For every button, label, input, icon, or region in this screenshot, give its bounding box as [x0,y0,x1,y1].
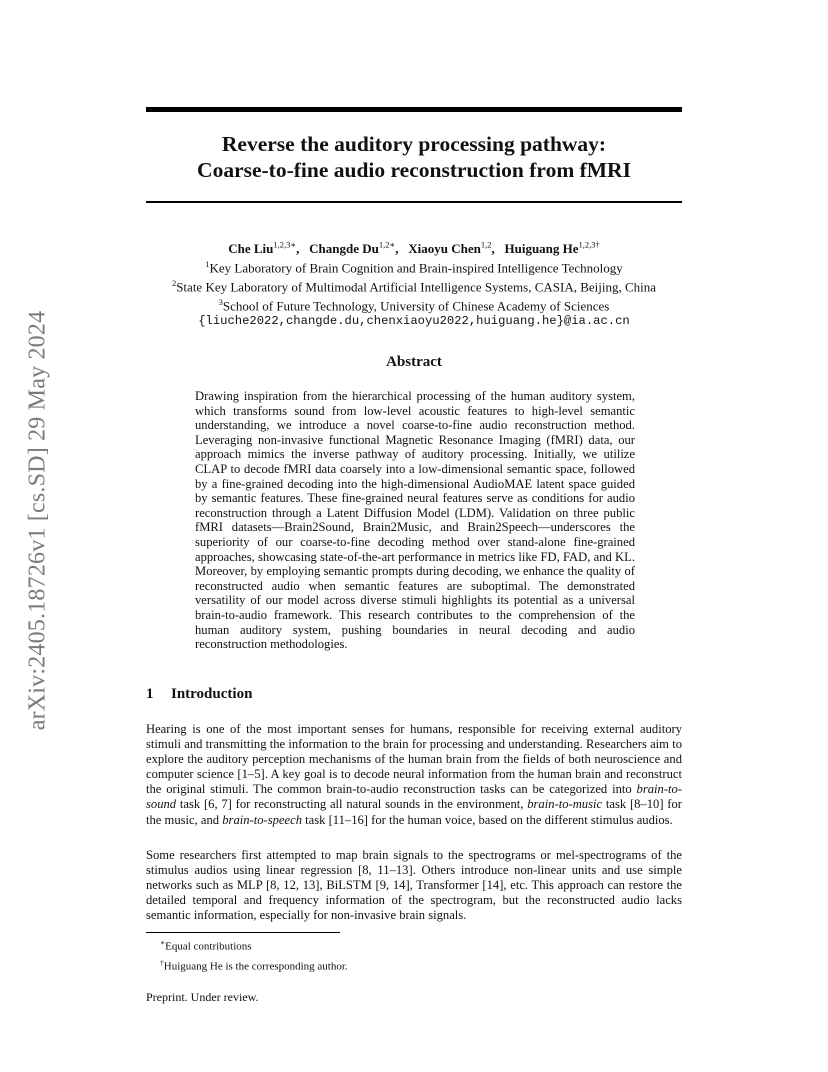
intro-paragraph-2: Some researchers first attempted to map brain signals to the spectrograms or mel-spectrograms of the stimulus audios using linear regression [8, 11–13]. Others introduce non-linear units and use simple networks such as MLP [8, 12, 13], BiLSTM [9, 14], Transformer [14], etc. This approach can restore the detailed temporal and frequency information of the spectrogram, but the reconstructed audio lacks semantic information, especially for non-invasive brain signals. [146,848,682,923]
author-block [146,238,682,330]
section-heading [146,686,252,703]
section-title: Introduction [171,686,253,702]
emphasis-term: brain-to-music [527,797,603,812]
author-emails: {liuche2022,changde.du,chenxiaoyu2022,huiguang.he}@ia.ac.cn [198,314,630,329]
abstract-heading: Abstract [386,354,442,370]
arxiv-identifier: arXiv:2405.18726v1 [cs.SD] 29 May 2024 [24,310,51,730]
author: Changde $Du^{1,2∗}$, [309,240,406,257]
section-number: 1 [146,686,154,702]
preprint-note: Preprint. Under review. [146,990,259,1004]
footnote: ∗Equal contributions [160,938,252,953]
footnote: †Huiguang He is the corresponding author. [160,957,348,973]
title-line-1: Reverse the auditory processing pathway: [221,132,607,156]
title-line-2: Coarse-to-fine audio reconstruction from fMRI [197,158,631,182]
affiliation: $^2$State Key Laboratory of Multimodal Artificial Intelligence Systems, CASIA, Beijing, China [171,278,657,295]
affiliation: $^3$School of Future Technology, University of Chinese Academy of Sciences [218,297,610,314]
author: Che Liu$^{1,2,3∗}$, [228,240,306,257]
author: Huiguang $He^{1,2,3\dagger}$ [504,240,600,257]
abstract-text: Drawing inspiration from the hierarchical processing of the human auditory system, which transforms sound from low-level acoustic features to high-level semantic understanding, we introduce a novel coarse-to-fine audio reconstruction method. Leveraging non-invasive functional Magnetic Resonance Imaging (fMRI) data, our approach mimics the inverse pathway of auditory processing. Initially, we utilize CLAP to decode fMRI data coarsely into a low-dimensional semantic space, followed by a fine-grained decoding into the high-dimensional AudioMAE latent space guided by semantic features. These fine-grained neural features serve as conditions for audio reconstruction through a Latent Diffusion Model (LDM). Validation on three public fMRI datasets—Brain2Sound, Brain2Music, and Brain2Speech—underscores the superiority of our coarse-to-fine decoding method over stand-alone fine-grained approaches, showcasing state-of-the-art performance in metrics like FD, FAD, and KL. Moreover, by employing semantic prompts during decoding, we enhance the quality of reconstructed audio when semantic features are suboptimal. The demonstrated versatility of our model across diverse stimuli highlights its potential as a universal brain-to-audio framework. This research contributes to the comprehension of the human auditory system, pushing boundaries in neural decoding and audio reconstruction methodologies. [195,389,635,652]
title-bottom-rule [146,201,682,203]
affiliation: $^1$Key Laboratory of Brain Cognition and Brain-inspired Intelligence Technology [205,259,623,276]
author-names [146,238,682,257]
emphasis-term: brain-to-sound [146,782,682,812]
footnote-rule [146,932,340,933]
intro-paragraph-1: Hearing is one of the most important senses for humans, responsible for receiving external auditory stimuli and transmitting the information to the brain for processing and understanding. Researchers aim to explore the auditory perception mechanisms of the human brain from the fields of both neuroscience and computer science [1–5]. A key goal is to decode neural information from the human brain and reconstruct the original stimuli. The common brain-to-audio reconstruction tasks can be categorized into brain-to-sound task [6, 7] for reconstructing all natural sounds in the environment, brain-to-music task [8–10] for the music, and brain-to-speech task [11–16] for the human voice, based on the different stimulus audios. [146,722,682,827]
footnotes [160,935,680,974]
emphasis-term: brain-to-speech [222,812,302,827]
paper-title [146,131,682,183]
author: Xiaoyu Chen$^{1,2}$, [408,240,502,257]
title-top-rule [146,107,682,112]
